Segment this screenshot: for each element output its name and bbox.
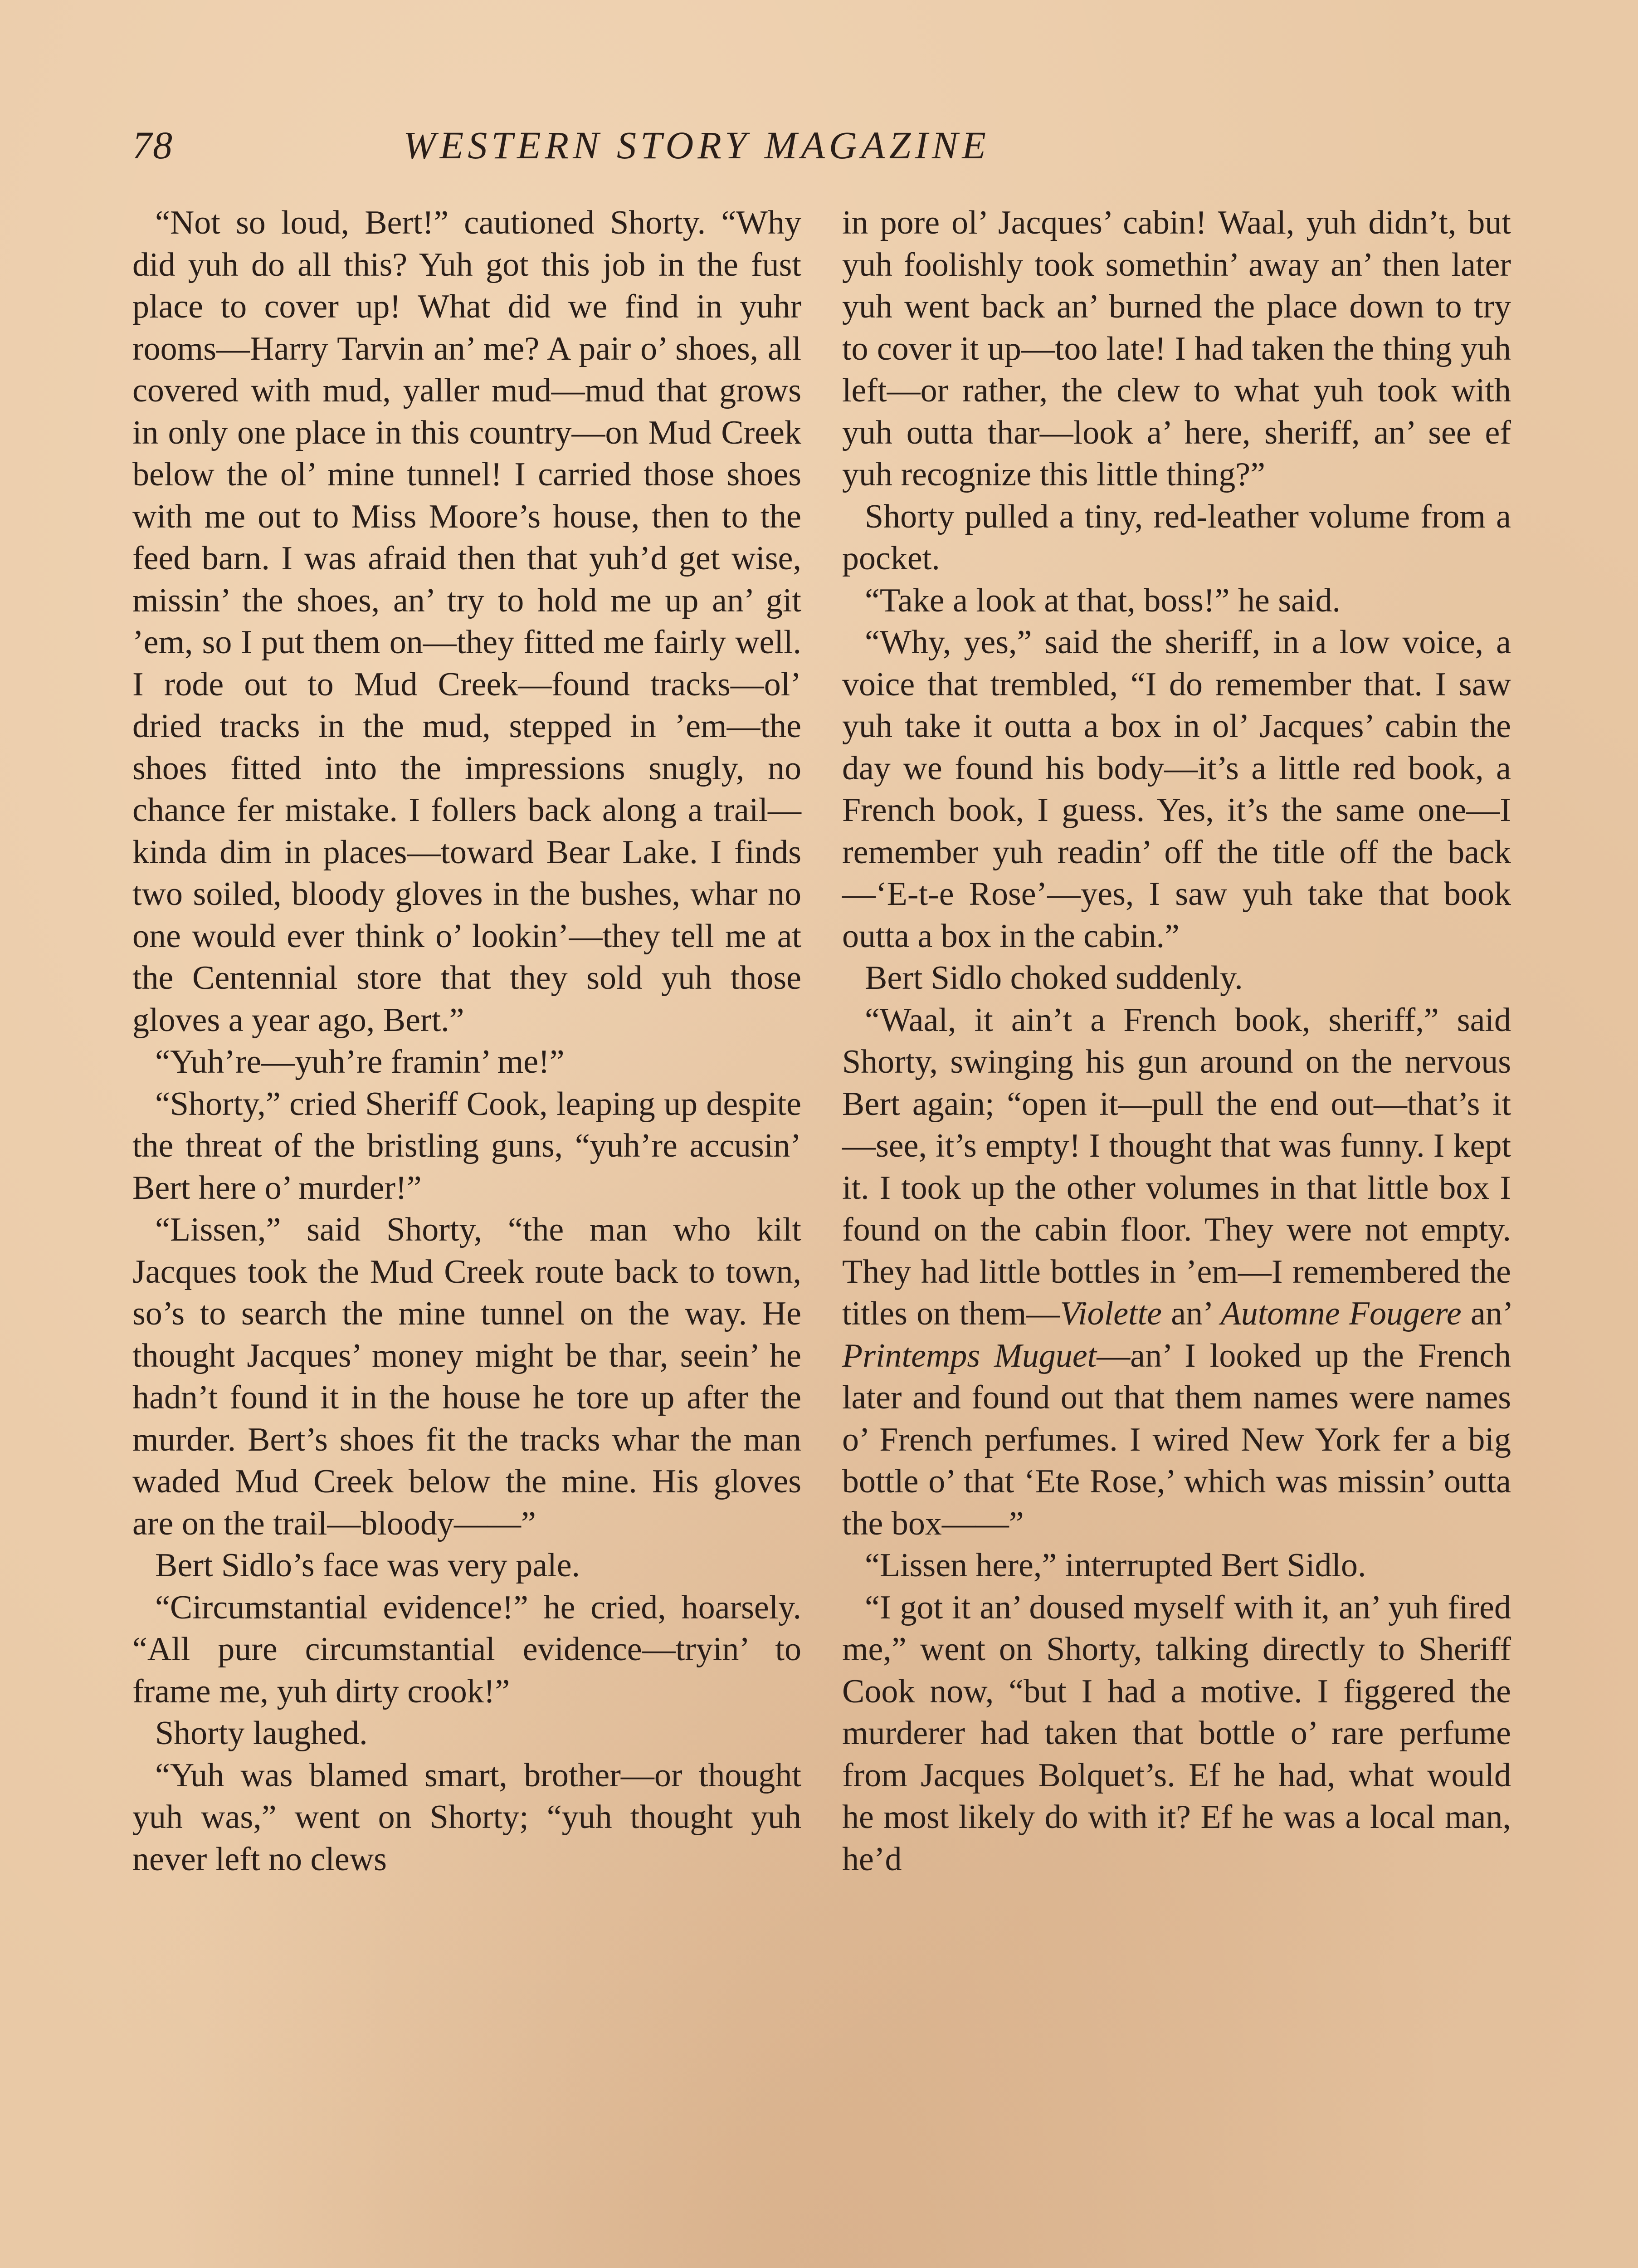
paragraph: Shorty laughed.	[155, 1715, 368, 1752]
paragraph-perfumes	[842, 999, 1511, 1545]
right-column	[842, 202, 1511, 1880]
paragraph: “Not so loud, Bert!” cautioned Shorty. “Why did yuh do all this? Yuh got this job in the fust place to cover up! What did we find in yuhr rooms—Harry Tarvin an’ me? A pair o’ shoes, all covered with mud, yaller mud—mud that grows in only one place in this country—on Mud Creek below the ol’ mine tunnel! I carried those shoes with me out to Miss Moore’s house, then to the feed barn. I was afraid then that yuh’d get wise, missin’ the shoes, an’ try to hold me up an’ git ’em, so I put them on—they fitted me fairly well. I rode out to Mud Creek—found tracks—ol’ dried tracks in the mud, stepped in ’em—the shoes fitted into the impressions snugly, no chance fer mistake. I follers back along a trail—kinda dim in places—toward Bear Lake. I finds two soiled, bloody gloves in the bushes, whar no one would ever think o’ lookin’—they tell me at the Centennial store that they sold yuh those gloves a year ago, Bert.”	[132, 204, 801, 1039]
paragraph: “Take a look at that, boss!” he said.	[865, 582, 1341, 619]
perfume-name-automne: Automne Fougere	[1220, 1295, 1462, 1332]
running-title: WESTERN STORY MAGAZINE	[403, 123, 990, 167]
paragraph: Bert Sidlo choked suddenly.	[865, 959, 1243, 997]
page-number: 78	[132, 123, 173, 167]
perfume-name-printemps: Printemps Muguet	[842, 1337, 1097, 1374]
paragraph: “Yuh’re—yuh’re framin’ me!”	[155, 1043, 565, 1080]
paragraph: “Yuh was blamed smart, brother—or thought yuh was,” went on Shorty; “yuh thought yuh never left no clews	[132, 1756, 801, 1878]
paragraph: Bert Sidlo’s face was very pale.	[155, 1547, 580, 1584]
paragraph: Shorty pulled a tiny, red-leather volume from a pocket.	[842, 498, 1511, 577]
paragraph: “Shorty,” cried Sheriff Cook, leaping up despite the threat of the bristling guns, “yuh’re accusin’ Bert here o’ murder!”	[132, 1085, 801, 1207]
text-run: an’	[1461, 1295, 1511, 1332]
text-run: —an’ I looked up the French later and found out that them names were names o’ French perfumes. I wired New York fer a big bottle o’ that ‘Ete Rose,’ which was missin’ outta the box——”	[842, 1337, 1511, 1542]
paragraph: “Why, yes,” said the sheriff, in a low voice, a voice that trembled, “I do remember that. I saw yuh take it outta a box in ol’ Jacques’ cabin the day we found his body—it’s a little red book, a French book, I guess. Yes, it’s the same one—I remember yuh readin’ off the title off the back—‘E-t-e Rose’—yes, I saw yuh take that book outta a box in the cabin.”	[842, 624, 1511, 955]
paragraph: “Lissen,” said Shorty, “the man who kilt Jacques took the Mud Creek route back to town, so’s to search the mine tunnel on the way. He thought Jacques’ money might be thar, seein’ he hadn’t found it in the house he tore up after the murder. Bert’s shoes fit the tracks whar the man waded Mud Creek below the mine. His gloves are on the trail—bloody——”	[132, 1211, 801, 1542]
paragraph: “Circumstantial evidence!” he cried, hoarsely. “All pure circumstantial evidence—tryin’ to frame me, yuh dirty crook!”	[132, 1589, 801, 1710]
continued-paragraph: in pore ol’ Jacques’ cabin! Waal, yuh didn’t, but yuh foolishly took somethin’ away an’ then later yuh went back an’ burned the place down to try to cover it up—too late! I had taken the thing yuh left—or rather, the clew to what yuh took with yuh outta thar—look a’ here, sheriff, an’ see ef yuh recognize this little thing?”	[842, 204, 1511, 493]
paragraph: “Lissen here,” interrupted Bert Sidlo.	[865, 1547, 1366, 1584]
text-run: an’	[1162, 1295, 1221, 1332]
left-column	[132, 202, 801, 1880]
text-run: “Waal, it ain’t a French book, sheriff,” said Shorty, swinging his gun around on the nervous Bert again; “open it—pull the end out—that’s it—see, it’s empty! I thought that was funny. I kept it. I took up the other volumes in that little box I found on the cabin floor. They were not empty. They had little bottles in ’em—I remembered the titles on them—	[842, 1001, 1511, 1332]
paragraph: “I got it an’ doused myself with it, an’ yuh fired me,” went on Shorty, talking directly to Sheriff Cook now, “but I had a motive. I figgered the murderer had taken that bottle o’ rare perfume from Jacques Bolquet’s. Ef he had, what would he most likely do with it? Ef he was a local man, he’d	[842, 1589, 1511, 1878]
page-header	[132, 113, 1152, 177]
perfume-name-violette: Violette	[1060, 1295, 1162, 1332]
